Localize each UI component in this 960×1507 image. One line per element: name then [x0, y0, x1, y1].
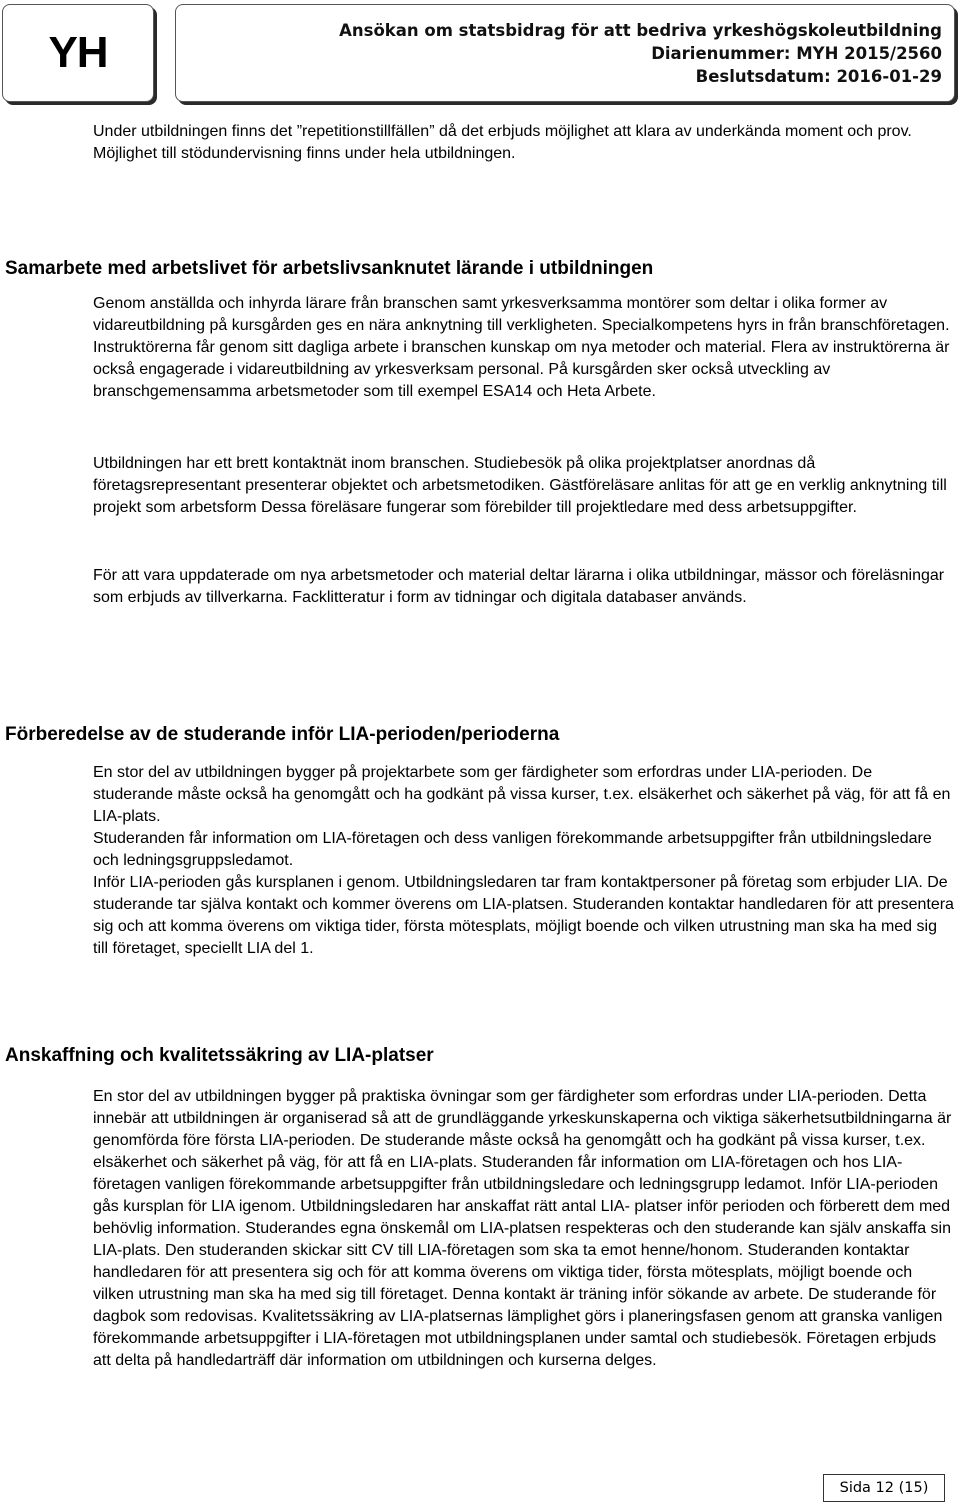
document-title: Ansökan om statsbidrag för att bedriva yrkeshögskoleutbildning [339, 21, 942, 40]
intro-paragraph: Under utbildningen finns det ”repetitionstillfällen” då det erbjuds möjlighet att klara av underkända moment och prov. Möjlighet till stödundervisning finns under hela utbildningen. [93, 123, 912, 162]
document-header [175, 4, 955, 102]
logo-text: YH [48, 28, 108, 77]
samarbete-paragraph-2: Utbildningen har ett brett kontaktnät inom branschen. Studiebesök på olika projektplatser anordnas då företagsrepresentant presenterar objektet och arbetsmetodiken. Gästföreläsare anlitas för att ge en verklig anknytning till projekt som arbetsform Dessa föreläsare fungerar som förebilder till projektledare med dess arbetsuppgifter. [93, 455, 947, 516]
samarbete-paragraph-3: För att vara uppdaterade om nya arbetsmetoder och material deltar lärarna i olika utbildningar, mässor och föreläsningar som erbjuds av tillverkarna. Facklitteratur i form av tidningar och digitala databaser används. [93, 567, 945, 606]
section-heading-forberedelse: Förberedelse av de studerande inför LIA-perioden/perioderna [5, 724, 560, 745]
yh-logo [2, 4, 154, 102]
section-heading-anskaffning: Anskaffning och kvalitetssäkring av LIA-platser [5, 1045, 434, 1066]
anskaffning-paragraph: En stor del av utbildningen bygger på praktiska övningar som ger färdigheter som erfordras under LIA-perioden. Detta innebär att utbildningen är organiserad så att de grundläggande yrkeskunskaperna och viktiga säkerhetsutbildningarna är genomförda före första LIA-perioden. De studerande måste också ha genomgått och ha godkänt på vissa kurser, t.ex. elsäkerhet och säkerhet på väg, för att få en LIA-plats. Studeranden får information om LIA-företagen och hos LIA-företagen vanligen förekommande arbetsuppgifter från utbildningsledare och ledningsgrupp ledamot. Inför LIA-perioden gås kursplan för LIA igenom. Utbildningsledaren har anskaffat rätt antal LIA- platser inför perioden och förberett dem med behövlig information. Studerandes egna önskemål om LIA-platsen respekteras och den studerande kan själv anskaffa sin LIA-plats. Den studeranden skickar sitt CV till LIA-företagen som ska ta emot henne/honom. Studeranden kontaktar handledaren för att presentera sig och för att komma överens om viktiga tider, första mötesplats, möjligt boende och vilken utrustning man ska ha med sig till företaget. Denna kontakt är träning inför sökande av arbete. De studerande för dagbok som redovisas. Kvalitetssäkring av LIA-platsernas lämplighet görs i planeringsfasen genom att granska vanligen förekommande arbetsuppgifter i LIA-företagen mot utbildningsplanen under samtal och studiebesök. Företagen erbjuds att delta på handledarträff där information om utbildningen och kurserna delges. [93, 1088, 952, 1369]
beslutsdatum: Beslutsdatum: 2016-01-29 [695, 67, 942, 86]
section-heading-samarbete: Samarbete med arbetslivet för arbetslivsanknutet lärande i utbildningen [5, 258, 654, 279]
page-number-box [823, 1474, 945, 1502]
diarienummer: Diarienummer: MYH 2015/2560 [651, 44, 942, 63]
page-number: Sida 12 (15) [839, 1480, 929, 1496]
samarbete-paragraph-1: Genom anställda och inhyrda lärare från branschen samt yrkesverksamma montörer som deltar i olika former av vidareutbildning på kursgården ges en nära anknytning till verkligheten. Specialkompetens hyrs in från branschföretagen. Instruktörerna får genom sitt dagliga arbete i branschen kunskap om nya metoder och material. Flera av instruktörerna är också engagerade i vidareutbildning av yrkesverksam personal. På kursgården sker också utveckling av branschgemensamma arbetsmetoder som till exempel ESA14 och Heta Arbete. [93, 295, 950, 400]
forberedelse-paragraph: En stor del av utbildningen bygger på projektarbete som ger färdigheter som erfordras under LIA-perioden. De studerande måste också ha genomgått och ha godkänt på vissa kurser, t.ex. elsäkerhet och säkerhet på väg, för att få en LIA-plats. Studeranden får information om LIA-företagen och dess vanligen förekommande arbetsuppgifter från utbildningsledare och ledningsgruppsledamot. Inför LIA-perioden gås kursplanen i genom. Utbildningsledaren tar fram kontaktpersoner på företag som erbjuder LIA. De studerande tar själva kontakt och kommer överens om LIA-platsen. Studeranden kontaktar handledaren för att presentera sig och att komma överens om viktiga tider, första mötesplats, möjligt boende och vilken utrustning man ska ha med sig till företaget, speciellt LIA del 1. [93, 764, 954, 957]
